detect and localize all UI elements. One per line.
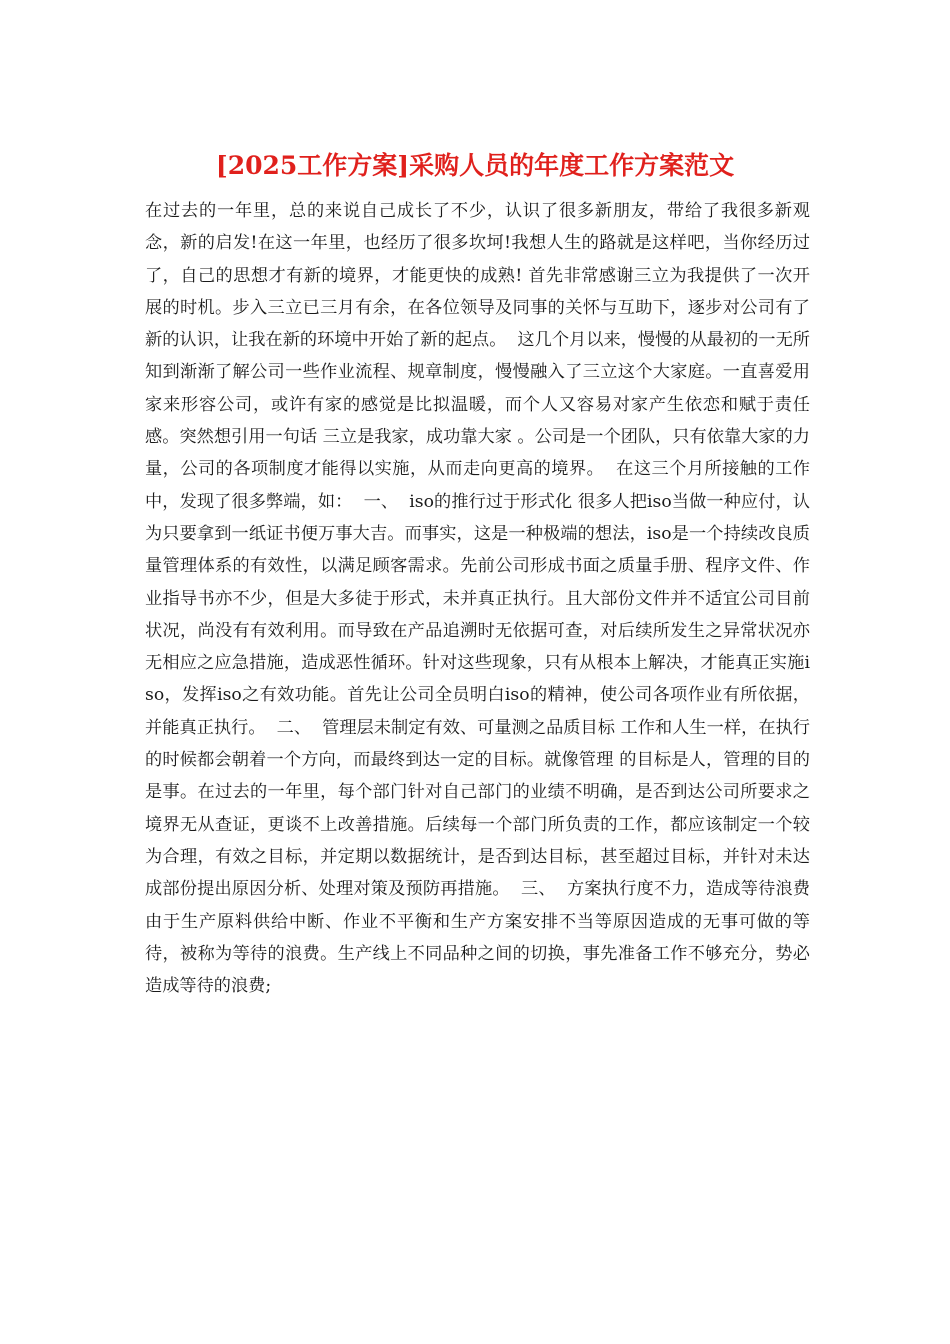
document-body: 在过去的一年里，总的来说自己成长了不少，认识了很多新朋友，带给了我很多新观念，新的启发!在这一年里，也经历了很多坎坷!我想人生的路就是这样吧，当你经历过了，自己的思想才有新的境界，才能更快的成熟! 首先非常感谢三立为我提供了一次开展的时机。步入三立已三月有余，在各位领导及同事的关怀与互助下，逐步对公司有了新的认识，让我在新的环境中开始了新的起点。 这几个月以来，慢慢的从最初的一无所知到渐渐了解公司一些作业流程、规章制度，慢慢融入了三立这个大家庭。一直喜爱用家来形容公司，或许有家的感觉是比拟温暖，而个人又容易对家产生依恋和赋于责任感。突然想引用一句话 三立是我家，成功靠大家 。公司是一个团队，只有依靠大家的力量，公司的各项制度才能得以实施，从而走向更高的境界。 在这三个月所接触的工作中，发现了很多弊端，如： 一、 iso的推行过于形式化 很多人把iso当做一种应付，认为只要拿到一纸证书便万事大吉。而事实，这是一种极端的想法，iso是一个持续改良质量管理体系的有效性，以满足顾客需求。先前公司形成书面之质量手册、程序文件、作业指导书亦不少，但是大多徒于形式，未并真正执行。且大部份文件并不适宜公司目前状况，尚没有有效利用。而导致在产品追溯时无依据可查，对后续所发生之异常状况亦无相应之应急措施，造成恶性循环。针对这些现象，只有从根本上解决，才能真正实施iso，发挥iso之有效功能。首先让公司全员明白iso的精神，使公司各项作业有所依据，并能真正执行。 二、 管理层未制定有效、可量测之品质目标 工作和人生一样，在执行的时候都会朝着一个方向，而最终到达一定的目标。就像管理 的目标是人，管理的目的是事。在过去的一年里，每个部门针对自己部门的业绩不明确，是否到达公司所要求之境界无从查证，更谈不上改善措施。后续每一个部门所负责的工作，都应该制定一个较为合理，有效之目标，并定期以数据统计，是否到达目标，甚至超过目标，并针对未达成部份提出原因分析、处理对策及预防再措施。 三、 方案执行度不力，造成等待浪费 由于生产原料供给中断、作业不平衡和生产方案安排不当等原因造成的无事可做的等待，被称为等待的浪费。生产线上不同品种之间的切换，事先准备工作不够充分，势必造成等待的浪费; — [145, 201, 816, 997]
document-title: [2025工作方案]采购人员的年度工作方案范文 — [215, 151, 735, 180]
